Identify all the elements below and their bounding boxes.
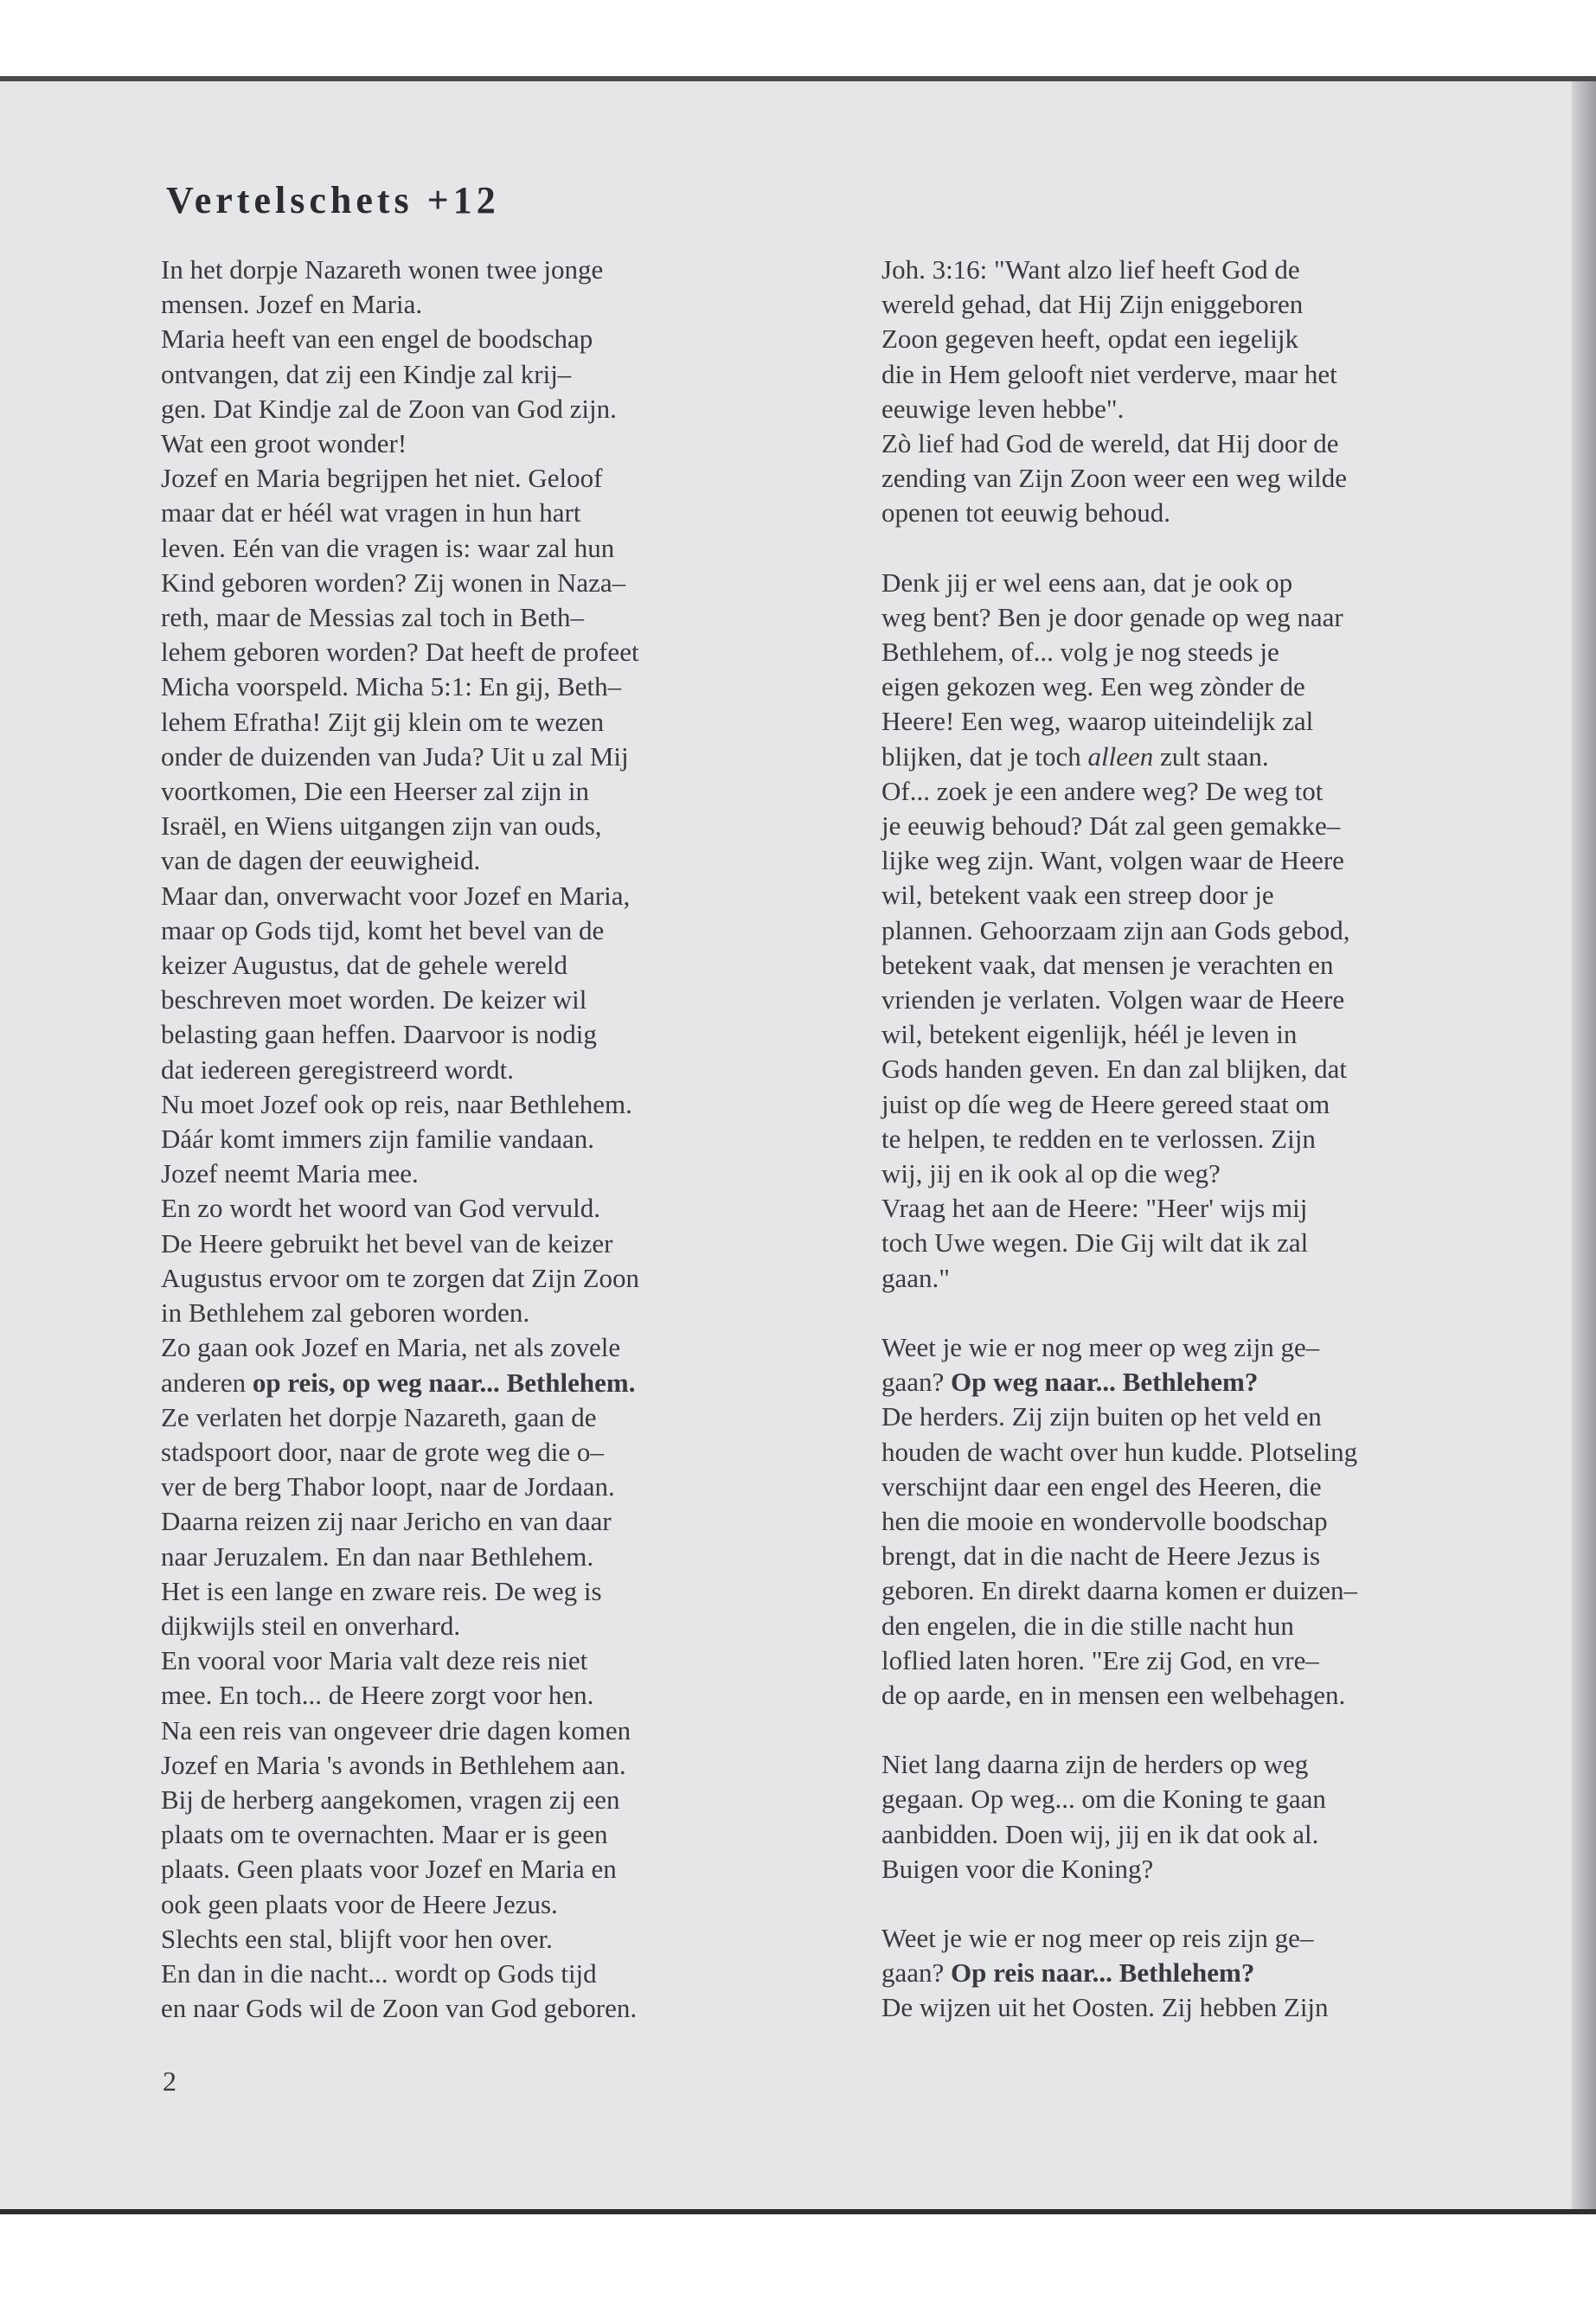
- text-run: gaan?: [881, 1367, 952, 1398]
- text-line: [161, 426, 803, 461]
- text-line: [881, 1573, 1541, 1608]
- text-run: lehem geboren worden? Dat heeft de profeet: [161, 637, 639, 668]
- text-run: en naar Gods wil de Zoon van God geboren.: [161, 1993, 638, 2024]
- text-line: [881, 635, 1541, 669]
- paragraph-gap: [881, 531, 1541, 566]
- text-run: hen die mooie en wondervolle boodschap: [881, 1505, 1328, 1536]
- text-line: [881, 1990, 1541, 2025]
- text-line: [161, 1435, 803, 1470]
- text-line: [161, 1156, 803, 1191]
- text-line: [881, 1052, 1541, 1086]
- text-line: [161, 600, 803, 635]
- text-line: [881, 1400, 1541, 1434]
- text-run: dat iedereen geregistreerd wordt.: [161, 1054, 514, 1085]
- text-line: [881, 983, 1541, 1017]
- text-run: Heere! Een weg, waarop uiteindelijk zal: [881, 706, 1314, 737]
- text-line: [161, 948, 803, 983]
- text-run: gen. Dat Kindje zal de Zoon van God zijn.: [161, 393, 617, 424]
- text-run: Vraag het aan de Heere: "Heer' wijs mij: [881, 1193, 1308, 1224]
- text-run: Na een reis van ongeveer drie dagen komen: [161, 1714, 631, 1746]
- text-line: [161, 1852, 803, 1886]
- text-run: Zo gaan ook Jozef en Maria, net als zovele: [161, 1332, 621, 1363]
- right-text-column: [881, 253, 1541, 2026]
- text-line: [161, 1574, 803, 1609]
- text-line: [881, 878, 1541, 913]
- text-run: leven. Eén van die vragen is: waar zal hun: [161, 532, 615, 563]
- text-line: [881, 843, 1541, 878]
- left-text-column: [161, 253, 803, 2026]
- text-run: Daarna reizen zij naar Jericho en van daar: [161, 1506, 612, 1537]
- text-line: [161, 1122, 803, 1156]
- text-line: [881, 669, 1541, 704]
- text-line: [881, 287, 1541, 322]
- text-line: [881, 253, 1541, 287]
- text-line: [161, 1053, 803, 1087]
- text-run: dijkwijls steil en onverhard.: [161, 1610, 461, 1641]
- text-line: [881, 566, 1541, 600]
- text-run: lijke weg zijn. Want, volgen waar de Heere: [881, 845, 1344, 876]
- italic-text: alleen: [1087, 740, 1154, 772]
- text-run: Het is een lange en zware reis. De weg is: [161, 1575, 602, 1606]
- text-line: [881, 1747, 1541, 1782]
- text-run: in Bethlehem zal geboren worden.: [161, 1297, 530, 1329]
- text-line: [881, 1226, 1541, 1260]
- text-run: naar Jeruzalem. En dan naar Bethlehem.: [161, 1541, 594, 1572]
- text-run: zending van Zijn Zoon weer een weg wilde: [881, 463, 1348, 494]
- text-line: [881, 1365, 1541, 1400]
- text-line: [161, 1504, 803, 1539]
- text-line: [161, 809, 803, 843]
- text-line: [881, 1852, 1541, 1886]
- text-run: gaan.": [881, 1262, 950, 1293]
- text-run: Jozef en Maria 's avonds in Bethlehem aan.: [161, 1749, 626, 1780]
- text-run: maar op Gods tijd, komt het bevel van de: [161, 914, 605, 945]
- text-run: reth, maar de Messias zal toch in Beth–: [161, 602, 584, 633]
- text-line: [161, 253, 803, 287]
- text-line: [881, 1470, 1541, 1504]
- bold-text: Op reis naar... Bethlehem?: [951, 1957, 1255, 1989]
- text-line: [161, 1783, 803, 1817]
- text-line: [161, 774, 803, 809]
- page-edge-shadow: [1572, 81, 1596, 2209]
- text-line: [881, 913, 1541, 948]
- text-run: Ze verlaten het dorpje Nazareth, gaan de: [161, 1401, 597, 1432]
- text-run: verschijnt daar een engel des Heeren, die: [881, 1470, 1322, 1502]
- text-line: [161, 1887, 803, 1922]
- text-run: En dan in die nacht... wordt op Gods tijd: [161, 1957, 597, 1989]
- paragraph-gap: [881, 1713, 1541, 1747]
- text-line: [161, 1643, 803, 1678]
- text-run: Maar dan, onverwacht voor Jozef en Maria,: [161, 880, 631, 911]
- text-line: [881, 948, 1541, 983]
- text-line: [881, 1017, 1541, 1052]
- text-line: [161, 1296, 803, 1330]
- scan-top-margin: [0, 0, 1596, 81]
- text-run: lehem Efratha! Zijt gij klein om te wezen: [161, 706, 605, 737]
- text-run: Augustus ervoor om te zorgen dat Zijn Zoon: [161, 1262, 640, 1293]
- text-run: vrienden je verlaten. Volgen waar de Heere: [881, 984, 1345, 1015]
- text-line: [161, 1191, 803, 1226]
- text-run: ook geen plaats voor de Heere Jezus.: [161, 1888, 558, 1919]
- text-line: [161, 566, 803, 600]
- text-run: Gods handen geven. En dan zal blijken, dat: [881, 1054, 1348, 1085]
- text-line: [161, 879, 803, 913]
- text-line: [881, 392, 1541, 426]
- text-run: Niet lang daarna zijn de herders op weg: [881, 1749, 1309, 1780]
- text-run: Buigen voor die Koning?: [881, 1853, 1154, 1884]
- text-run: De Heere gebruikt het bevel van de keizer: [161, 1227, 613, 1259]
- text-line: [161, 1991, 803, 2026]
- text-run: Kind geboren worden? Zij wonen in Naza–: [161, 567, 626, 598]
- text-line: [161, 913, 803, 948]
- text-run: toch Uwe wegen. Die Gij wilt dat ik zal: [881, 1227, 1309, 1259]
- text-line: [161, 392, 803, 426]
- text-line: [161, 635, 803, 669]
- text-line: [161, 287, 803, 322]
- text-run: gaan?: [881, 1957, 952, 1989]
- text-run: Wat een groot wonder!: [161, 428, 407, 459]
- text-run: En vooral voor Maria valt deze reis niet: [161, 1645, 588, 1676]
- text-line: [881, 426, 1541, 461]
- text-line: [161, 357, 803, 392]
- text-line: [881, 1956, 1541, 1990]
- text-run: aanbidden. Doen wij, jij en ik dat ook al.: [881, 1818, 1319, 1849]
- text-line: [881, 1609, 1541, 1643]
- paragraph-gap: [881, 1296, 1541, 1330]
- text-line: [161, 1330, 803, 1365]
- text-run: te helpen, te redden en te verlossen. Zijn: [881, 1123, 1316, 1154]
- text-run: plaats om te overnachten. Maar er is geen: [161, 1819, 608, 1850]
- text-run: Slechts een stal, blijft voor hen over.: [161, 1923, 553, 1954]
- text-run: den engelen, die in die stille nacht hun: [881, 1610, 1294, 1641]
- text-run: wil, betekent eigenlijk, héél je leven in: [881, 1019, 1298, 1050]
- text-run: wij, jij en ik ook al op die weg?: [881, 1158, 1221, 1189]
- text-run: weg bent? Ben je door genade op weg naar: [881, 601, 1343, 632]
- text-run: Weet je wie er nog meer op weg zijn ge–: [881, 1331, 1320, 1362]
- text-run: gegaan. Op weg... om die Koning te gaan: [881, 1784, 1326, 1815]
- text-run: En zo wordt het woord van God vervuld.: [161, 1193, 600, 1224]
- text-run: zult staan.: [1153, 740, 1269, 772]
- text-run: die in Hem gelooft niet verderve, maar het: [881, 358, 1337, 389]
- text-run: wil, betekent vaak een streep door je: [881, 880, 1274, 911]
- text-line: [161, 705, 803, 740]
- text-line: [881, 1678, 1541, 1713]
- text-line: [161, 1957, 803, 1991]
- text-line: [161, 496, 803, 530]
- text-line: [161, 1470, 803, 1504]
- text-line: [161, 1817, 803, 1852]
- text-line: [161, 1366, 803, 1400]
- text-line: [881, 600, 1541, 635]
- text-line: [881, 1921, 1541, 1956]
- text-run: keizer Augustus, dat de gehele wereld: [161, 950, 567, 981]
- text-line: [161, 1713, 803, 1748]
- text-line: [161, 1227, 803, 1261]
- text-run: beschreven moet worden. De keizer wil: [161, 984, 587, 1015]
- text-run: van de dagen der eeuwigheid.: [161, 845, 481, 876]
- text-run: Of... zoek je een andere weg? De weg tot: [881, 775, 1324, 806]
- text-run: eeuwige leven hebbe".: [881, 393, 1125, 424]
- text-run: stadspoort door, naar de grote weg die o–: [161, 1436, 604, 1467]
- text-run: Jozef neemt Maria mee.: [161, 1158, 419, 1189]
- text-line: [881, 1782, 1541, 1816]
- text-run: onder de duizenden van Juda? Uit u zal Mij: [161, 740, 629, 772]
- text-run: betekent vaak, dat mensen je verachten en: [881, 949, 1334, 980]
- text-line: [881, 704, 1541, 739]
- text-line: [161, 1400, 803, 1435]
- text-run: openen tot eeuwig behoud.: [881, 497, 1171, 528]
- text-run: je eeuwig behoud? Dát zal geen gemakke–: [881, 810, 1341, 842]
- text-line: [881, 1643, 1541, 1678]
- text-run: juist op díe weg de Heere gereed staat om: [881, 1088, 1330, 1119]
- text-line: [161, 1540, 803, 1574]
- text-run: mensen. Jozef en Maria.: [161, 289, 423, 320]
- text-run: belasting gaan heffen. Daarvoor is nodig: [161, 1019, 597, 1050]
- bold-text: op reis, op weg naar... Bethlehem.: [252, 1367, 636, 1398]
- text-line: [881, 1122, 1541, 1156]
- text-run: Nu moet Jozef ook op reis, naar Bethlehem.: [161, 1088, 632, 1119]
- text-run: Jozef en Maria begrijpen het niet. Geloof: [161, 463, 603, 494]
- text-line: [161, 1678, 803, 1713]
- text-line: [881, 357, 1541, 392]
- text-run: de op aarde, en in mensen een welbehagen.: [881, 1679, 1346, 1710]
- bold-text: Op weg naar... Bethlehem?: [951, 1367, 1259, 1398]
- text-line: [881, 740, 1541, 774]
- text-line: [161, 1922, 803, 1957]
- text-run: De wijzen uit het Oosten. Zij hebben Zijn: [881, 1992, 1329, 2023]
- text-run: Dáár komt immers zijn familie vandaan.: [161, 1124, 594, 1155]
- text-line: [161, 531, 803, 566]
- text-line: [161, 1087, 803, 1122]
- text-line: [881, 322, 1541, 356]
- text-run: voortkomen, Die een Heerser zal zijn in: [161, 776, 589, 807]
- text-run: Zoon gegeven heeft, opdat een iegelijk: [881, 323, 1299, 355]
- text-run: mee. En toch... de Heere zorgt voor hen.: [161, 1680, 594, 1711]
- text-run: loflied laten horen. "Ere zij God, en vre–: [881, 1644, 1319, 1675]
- text-line: [161, 843, 803, 878]
- text-line: [881, 774, 1541, 809]
- text-run: geboren. En direkt daarna komen er duizen–: [881, 1575, 1358, 1606]
- text-run: De herders. Zij zijn buiten op het veld en: [881, 1401, 1322, 1432]
- text-run: Bij de herberg aangekomen, vragen zij een: [161, 1784, 620, 1815]
- text-run: Bethlehem, of... volg je nog steeds je: [881, 637, 1279, 668]
- text-run: Israël, en Wiens uitgangen zijn van ouds,: [161, 810, 602, 842]
- text-line: [881, 1087, 1541, 1122]
- text-run: maar dat er héél wat vragen in hun hart: [161, 497, 581, 528]
- text-run: blijken, dat je toch: [881, 740, 1088, 772]
- text-line: [881, 1156, 1541, 1191]
- text-run: Zò lief had God de wereld, dat Hij door de: [881, 428, 1339, 459]
- text-line: [881, 1504, 1541, 1539]
- text-run: plannen. Gehoorzaam zijn aan Gods gebod,: [881, 914, 1350, 945]
- text-line: [881, 1817, 1541, 1852]
- text-run: eigen gekozen weg. Een weg zònder de: [881, 671, 1305, 702]
- text-line: [881, 1261, 1541, 1296]
- text-line: [881, 1539, 1541, 1573]
- text-line: [881, 1191, 1541, 1226]
- text-line: [881, 461, 1541, 496]
- text-line: [161, 740, 803, 774]
- text-line: [161, 1261, 803, 1296]
- page-number: 2: [163, 2066, 176, 2097]
- text-run: ontvangen, dat zij een Kindje zal krij–: [161, 358, 572, 389]
- article-heading: Vertelschets +12: [166, 179, 500, 221]
- text-run: Micha voorspeld. Micha 5:1: En gij, Beth–: [161, 671, 622, 702]
- text-run: Denk jij er wel eens aan, dat je ook op: [881, 567, 1293, 598]
- text-line: [161, 669, 803, 704]
- text-line: [161, 983, 803, 1017]
- scan-bottom-margin: [0, 2209, 1596, 2306]
- text-line: [881, 1330, 1541, 1365]
- text-run: Weet je wie er nog meer op reis zijn ge–: [881, 1922, 1314, 1953]
- text-run: plaats. Geen plaats voor Jozef en Maria en: [161, 1854, 617, 1885]
- text-line: [161, 1017, 803, 1052]
- text-run: Joh. 3:16: "Want alzo lief heeft God de: [881, 254, 1300, 285]
- text-run: brengt, dat in die nacht de Heere Jezus is: [881, 1541, 1321, 1572]
- text-line: [161, 1609, 803, 1643]
- paragraph-gap: [881, 1886, 1541, 1921]
- text-line: [881, 1435, 1541, 1470]
- text-run: In het dorpje Nazareth wonen twee jonge: [161, 254, 604, 285]
- text-line: [881, 809, 1541, 843]
- text-run: anderen: [161, 1367, 253, 1398]
- text-line: [161, 461, 803, 496]
- text-run: ver de berg Thabor loopt, naar de Jordaan.: [161, 1471, 615, 1502]
- text-line: [161, 1748, 803, 1783]
- text-run: wereld gehad, dat Hij Zijn eniggeboren: [881, 289, 1304, 320]
- text-run: Maria heeft van een engel de boodschap: [161, 323, 593, 355]
- text-line: [161, 322, 803, 356]
- text-line: [881, 496, 1541, 530]
- text-run: houden de wacht over hun kudde. Plotseling: [881, 1436, 1358, 1467]
